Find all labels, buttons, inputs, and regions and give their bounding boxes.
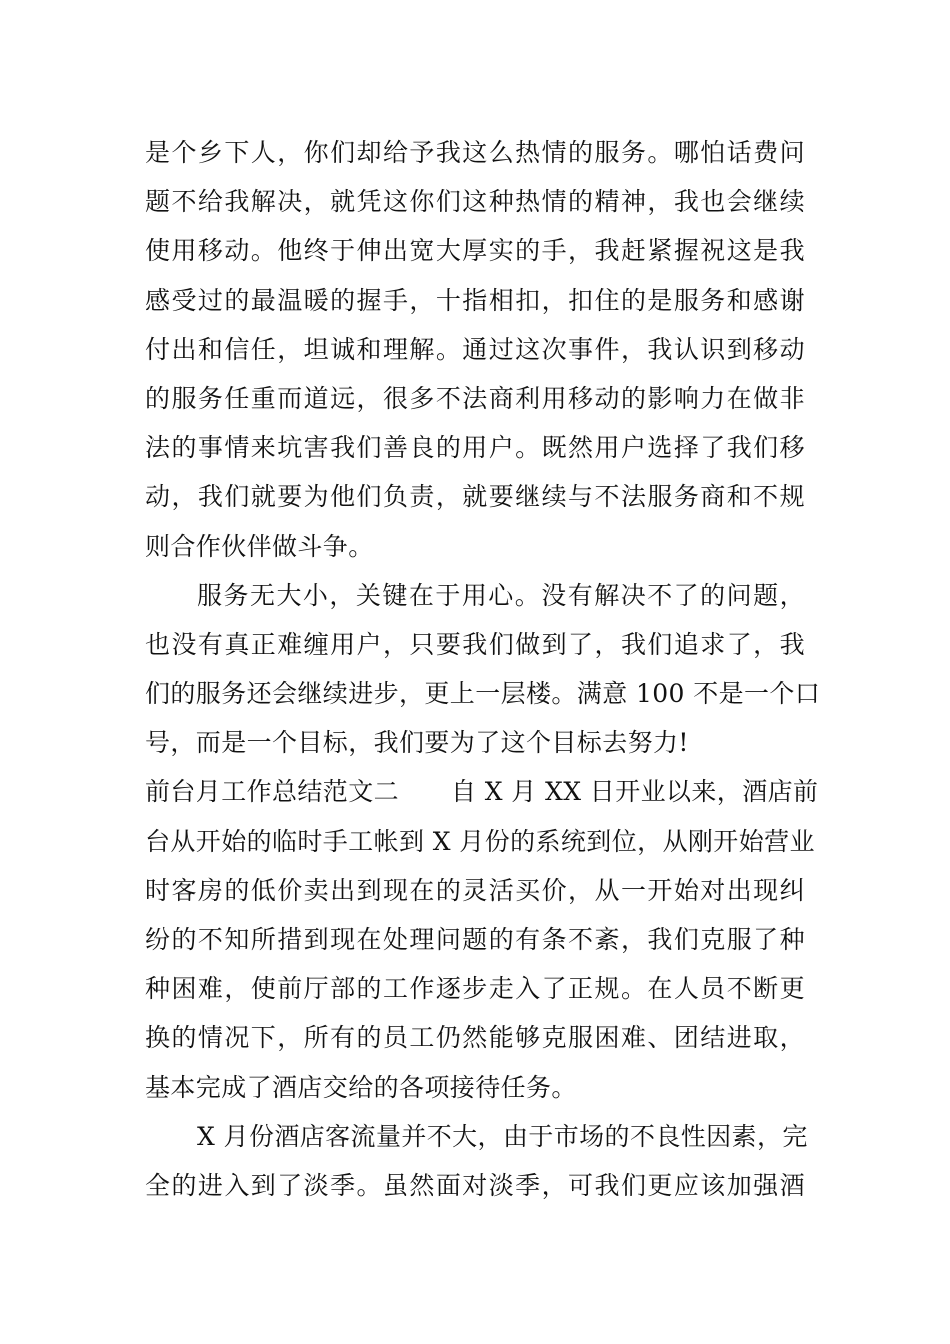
text-line: 感受过的最温暖的握手，十指相扣，扣住的是服务和感谢 <box>145 285 805 315</box>
text-line: 号，而是一个目标，我们要为了这个目标去努力! <box>145 728 689 758</box>
text-line: 也没有真正难缠用户，只要我们做到了，我们追求了，我 <box>145 629 805 659</box>
text-line: 则合作伙伴做斗争。 <box>145 531 374 561</box>
text-line: 种困难，使前厅部的工作逐步走入了正规。在人员不断更 <box>145 974 805 1004</box>
text-line: 纷的不知所措到现在处理问题的有条不紊，我们克服了种 <box>145 925 805 954</box>
text-line: X 月份酒店客流量并不大，由于市场的不良性因素，完 <box>197 1121 808 1151</box>
text-line: 基本完成了酒店交给的各项接待任务。 <box>145 1072 577 1102</box>
text-line: 们的服务还会继续进步，更上一层楼。满意 100 不是一个口 <box>145 679 821 709</box>
section-title: 前台月工作总结范文二 <box>145 777 400 807</box>
text-line: 自 X 月 XX 日开业以来，酒店前 <box>451 777 819 807</box>
text-line: 法的事情来坑害我们善良的用户。既然用户选择了我们移 <box>145 433 805 463</box>
text-line: 题不给我解决，就凭这你们这种热情的精神，我也会继续 <box>145 187 805 217</box>
text-line: 换的情况下，所有的员工仍然能够克服困难、团结进取， <box>145 1023 805 1053</box>
document-body <box>145 128 821 1210</box>
section-title-line <box>145 767 819 816</box>
text-line: 动，我们就要为他们负责，就要继续与不法服务商和不规 <box>145 482 805 512</box>
text-line: 台从开始的临时手工帐到 X 月份的系统到位，从刚开始营业 <box>145 826 815 856</box>
text-line: 服务无大小，关键在于用心。没有解决不了的问题， <box>197 580 805 610</box>
text-line: 是个乡下人，你们却给予我这么热情的服务。哪怕话费问 <box>145 138 805 167</box>
text-line: 使用移动。他终于伸出宽大厚实的手，我赶紧握祝这是我 <box>145 236 805 266</box>
text-line: 时客房的低价卖出到现在的灵活买价，从一开始对出现纠 <box>145 875 805 905</box>
text-line: 付出和信任，坦诚和理解。通过这次事件，我认识到移动 <box>145 334 805 364</box>
text-line: 全的进入到了淡季。虽然面对淡季，可我们更应该加强酒 <box>145 1170 805 1200</box>
text-line: 的服务任重而道远，很多不法商利用移动的影响力在做非 <box>145 383 805 413</box>
